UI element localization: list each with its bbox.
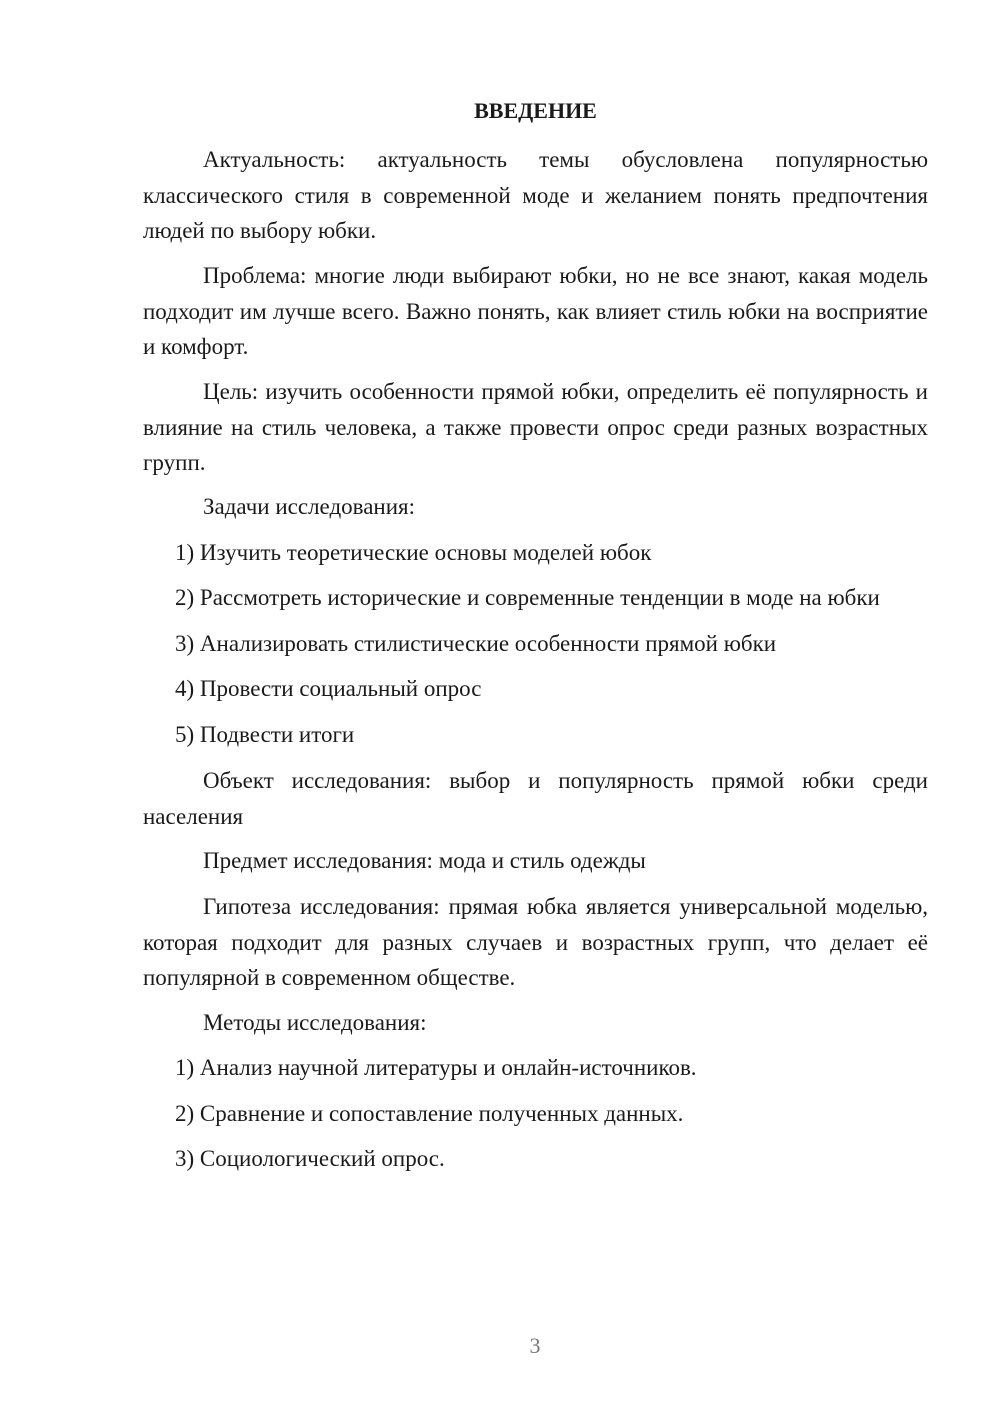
relevance-paragraph: Актуальность: актуальность темы обусловлена популярностью классического стиля в современной моде и желанием понять предпочтения людей по выбору юбки. [143,147,928,243]
problem-paragraph: Проблема: многие люди выбирают юбки, но не все знают, какая модель подходит им лучше всего. Важно понять, как влияет стиль юбки на восприятие и комфорт. [143,263,928,359]
method-item-1: 1) Анализ научной литературы и онлайн-источников. [175,1055,697,1080]
method-item-2: 2) Сравнение и сопоставление полученных данных. [175,1101,684,1126]
task-item-1: 1) Изучить теоретические основы моделей юбок [175,540,652,565]
methods-heading: Методы исследования: [203,1010,427,1035]
hypothesis-paragraph: Гипотеза исследования: прямая юбка является универсальной моделью, которая подходит для разных случаев и возрастных групп, что делает её популярной в современном обществе. [143,894,928,990]
method-item-3: 3) Социологический опрос. [175,1146,445,1171]
page-number: 3 [529,1333,541,1358]
task-item-2: 2) Рассмотреть исторические и современные тенденции в моде на юбки [175,585,880,610]
subject-paragraph: Предмет исследования: мода и стиль одежды [203,848,646,873]
task-item-3: 3) Анализировать стилистические особенности прямой юбки [175,631,777,656]
page-title: ВВЕДЕНИЕ [474,98,597,123]
goal-paragraph: Цель: изучить особенности прямой юбки, определить её популярность и влияние на стиль человека, а также провести опрос среди разных возрастных групп. [143,379,928,475]
tasks-heading: Задачи исследования: [203,494,416,519]
task-item-5: 5) Подвести итоги [175,722,355,747]
task-item-4: 4) Провести социальный опрос [175,676,482,701]
object-paragraph: Объект исследования: выбор и популярность прямой юбки среди населения [143,768,928,829]
